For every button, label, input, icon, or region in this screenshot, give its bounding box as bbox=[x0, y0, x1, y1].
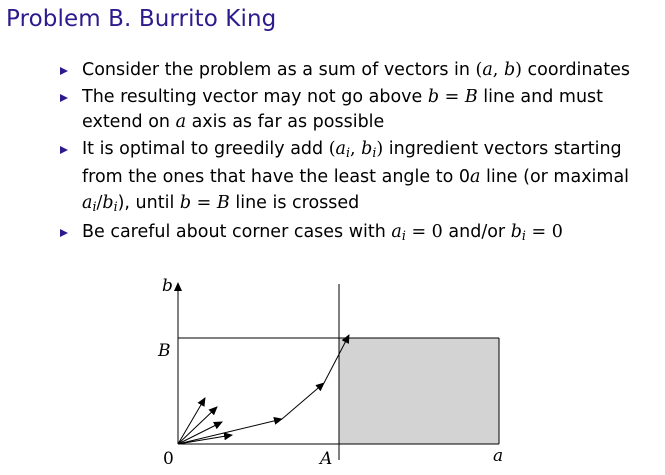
origin-label: 0 bbox=[163, 449, 174, 469]
text-fragment: It is optimal to greedily add bbox=[82, 138, 329, 159]
slide-title: Problem B. Burrito King bbox=[6, 6, 277, 32]
text-fragment: axis as far as possible bbox=[186, 112, 385, 132]
text-fragment: coordinates bbox=[521, 60, 630, 80]
text-fragment: Consider the problem as a sum of vectors in bbox=[82, 60, 476, 80]
feasible-region bbox=[339, 338, 499, 444]
math-fragment: i bbox=[372, 144, 377, 160]
math-fragment: ) bbox=[515, 60, 522, 80]
math-fragment: B bbox=[464, 86, 478, 107]
greedy-chain-vector bbox=[282, 383, 324, 419]
math-fragment: b bbox=[510, 222, 522, 243]
math-fragment: = bbox=[439, 86, 465, 107]
math-fragment: a bbox=[335, 138, 346, 159]
math-fragment: ) bbox=[376, 138, 384, 159]
math-fragment: = bbox=[191, 192, 217, 213]
math-fragment: i bbox=[92, 198, 97, 214]
math-fragment: / bbox=[96, 192, 103, 213]
math-fragment: a bbox=[175, 112, 187, 132]
math-fragment: i bbox=[345, 144, 350, 160]
A-label: A bbox=[320, 449, 333, 469]
b-axis-label: b bbox=[162, 276, 173, 296]
math-fragment: i bbox=[113, 198, 118, 214]
math-fragment: , bbox=[492, 60, 504, 80]
math-fragment: b bbox=[361, 138, 373, 159]
math-fragment: i bbox=[401, 228, 406, 244]
text-fragment: line (or maximal bbox=[480, 167, 630, 188]
text-fragment: ), until bbox=[117, 192, 180, 213]
text-fragment: ingredient vectors starting from the ones that have the least angle to 0 bbox=[82, 138, 622, 188]
text-fragment: Be careful about corner cases with bbox=[82, 222, 392, 243]
math-fragment: i bbox=[521, 228, 526, 244]
text-fragment: line is crossed bbox=[229, 192, 360, 213]
math-fragment: b bbox=[102, 192, 114, 213]
math-fragment: , bbox=[350, 138, 362, 159]
math-fragment: b bbox=[503, 60, 516, 80]
math-fragment: b bbox=[179, 192, 192, 213]
text-fragment: and/or bbox=[442, 222, 511, 243]
B-label: B bbox=[158, 341, 171, 361]
math-fragment: b bbox=[427, 86, 440, 107]
text-fragment: line and must extend on bbox=[82, 86, 604, 132]
greedy-chain-vector bbox=[178, 419, 282, 444]
math-fragment: = 0 bbox=[405, 222, 443, 243]
math-fragment: ( bbox=[328, 138, 336, 159]
math-fragment: a bbox=[469, 167, 481, 188]
math-fragment: = 0 bbox=[525, 222, 563, 243]
a-axis-label: a bbox=[493, 446, 504, 466]
math-fragment: ( bbox=[475, 60, 483, 80]
math-fragment: a bbox=[82, 192, 93, 213]
math-fragment: B bbox=[216, 192, 230, 213]
math-fragment: a bbox=[482, 60, 493, 80]
math-fragment: a bbox=[391, 222, 402, 243]
text-fragment: The resulting vector may not go above bbox=[82, 86, 428, 107]
